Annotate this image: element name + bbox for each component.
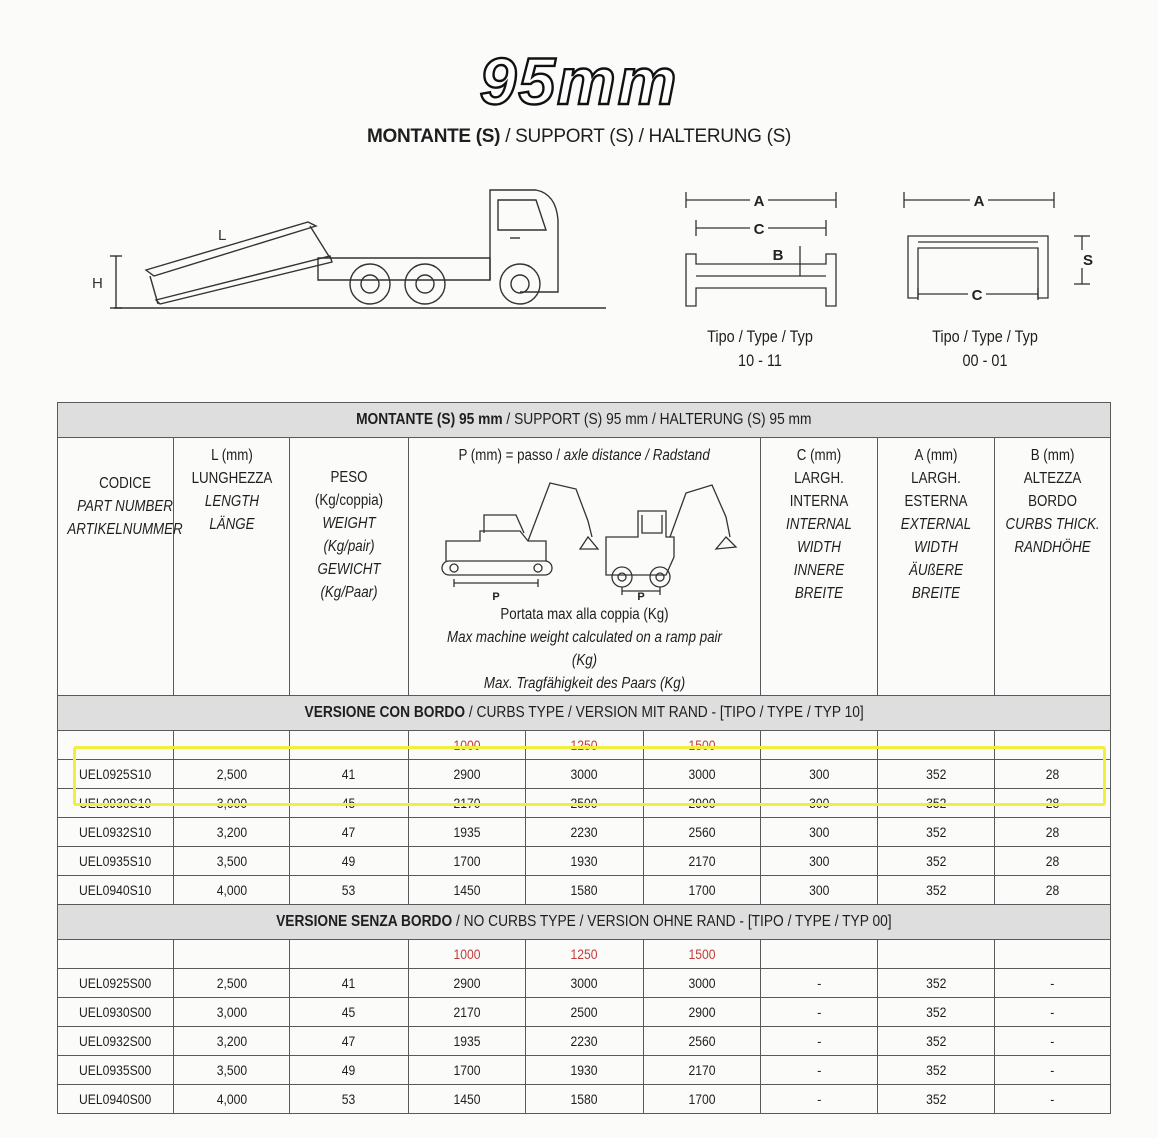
section-curbs-title — [58, 696, 1111, 731]
table-cell: 2500 — [526, 789, 644, 818]
table-cell: 2,500 — [174, 969, 290, 998]
table-cell: 1935 — [409, 1027, 526, 1056]
table-row — [58, 1085, 1111, 1114]
table-row — [58, 789, 1111, 818]
label-b: B — [772, 247, 784, 264]
table-cell: 1930 — [526, 1056, 644, 1085]
table-cell: 28 — [995, 789, 1111, 818]
table-cell: 3000 — [644, 760, 761, 789]
table-cell: 4,000 — [174, 876, 290, 905]
table-cell: 49 — [290, 847, 409, 876]
table-cell: 1700 — [409, 1056, 526, 1085]
table-cell: UEL0930S10 — [58, 789, 174, 818]
table-cell: 28 — [995, 847, 1111, 876]
label-l: L — [218, 227, 227, 244]
passo-value: 1000 — [409, 731, 526, 760]
table-cell: 352 — [878, 818, 995, 847]
col-weight-en: WEIGHT (Kg/pair) — [322, 515, 376, 555]
label-p-2: P — [636, 591, 645, 601]
table-cell: 2900 — [644, 789, 761, 818]
table-cell: - — [995, 1056, 1111, 1085]
col-code-de: ARTIKELNUMMER — [67, 521, 183, 538]
table-cell: 2560 — [644, 818, 761, 847]
table-row — [58, 847, 1111, 876]
table-cell: 4,000 — [174, 1085, 290, 1114]
table-cell: 300 — [761, 789, 878, 818]
table-cell: UEL0940S00 — [58, 1085, 174, 1114]
table-cell: - — [761, 1085, 878, 1114]
table-title-rest: / SUPPORT (S) 95 mm / HALTERUNG (S) 95 mm — [502, 411, 812, 428]
subtitle-bold: MONTANTE (S) — [366, 126, 501, 147]
table-cell: 2170 — [644, 1056, 761, 1085]
table-title — [58, 403, 1111, 438]
passo-value: 1500 — [644, 731, 761, 760]
col-external-de: ÄUßERE BREITE — [908, 562, 964, 602]
table-cell: 352 — [878, 1027, 995, 1056]
table-cell: UEL0925S10 — [58, 760, 174, 789]
col-axle-en-de: axle distance / Radstand — [564, 447, 711, 464]
col-axle-it: P (mm) = passo / — [458, 447, 565, 464]
table-cell: 3,200 — [174, 1027, 290, 1056]
col-weight-it: PESO (Kg/coppia) — [314, 469, 384, 509]
table-cell: 3,500 — [174, 847, 290, 876]
spec-table — [57, 402, 1111, 1114]
col-length — [174, 438, 290, 696]
table-cell: 352 — [878, 789, 995, 818]
section-curbs-bold: VERSIONE CON BORDO — [304, 704, 466, 721]
table-cell: 1700 — [644, 1085, 761, 1114]
table-cell: 1930 — [526, 847, 644, 876]
table-cell: 352 — [878, 1085, 995, 1114]
capacity-de: Max. Tragfähigkeit des Paars (Kg) — [483, 675, 686, 692]
capacity-it: Portata max alla coppia (Kg) — [500, 606, 669, 623]
col-length-de: LÄNGE — [208, 516, 255, 533]
subtitle-rest: / SUPPORT (S) / HALTERUNG (S) — [500, 126, 792, 147]
table-cell: 2900 — [409, 969, 526, 998]
label-s: S — [1082, 252, 1094, 269]
table-cell: 2560 — [644, 1027, 761, 1056]
col-internal-width — [761, 438, 878, 696]
section-nocurbs-passo-row — [58, 940, 1111, 969]
section-nocurbs-bold: VERSIONE SENZA BORDO — [276, 913, 453, 930]
table-cell: 300 — [761, 876, 878, 905]
col-curb-unit: B (mm) — [1030, 447, 1075, 464]
table-cell: 300 — [761, 818, 878, 847]
table-row — [58, 998, 1111, 1027]
col-internal-it: LARGH. INTERNA — [789, 470, 849, 510]
col-axle-capacity — [409, 438, 761, 696]
table-cell: UEL0940S10 — [58, 876, 174, 905]
table-row — [58, 969, 1111, 998]
section-curbs-passo-row — [58, 731, 1111, 760]
table-row — [58, 876, 1111, 905]
label-a: A — [753, 193, 765, 210]
passo-value: 1000 — [409, 940, 526, 969]
col-weight-de: GEWICHT (Kg/Paar) — [317, 561, 381, 601]
col-weight — [290, 438, 409, 696]
label-c-00: C — [971, 287, 983, 304]
table-cell: 28 — [995, 876, 1111, 905]
table-cell: 2170 — [409, 998, 526, 1027]
col-curb-en: CURBS THICK. — [1005, 516, 1100, 533]
table-cell: 2170 — [644, 847, 761, 876]
table-row — [58, 1027, 1111, 1056]
table-cell: - — [761, 1056, 878, 1085]
col-curb-it: ALTEZZA BORDO — [1023, 470, 1082, 510]
table-cell: - — [995, 969, 1111, 998]
col-external-en: EXTERNAL WIDTH — [900, 516, 972, 556]
table-cell: 3,500 — [174, 1056, 290, 1085]
table-cell: 1700 — [644, 876, 761, 905]
table-cell: 3,000 — [174, 789, 290, 818]
table-title-bold: MONTANTE (S) 95 mm — [356, 411, 503, 428]
section-curbs-rows — [58, 760, 1111, 905]
table-cell: 300 — [761, 847, 878, 876]
type-00-section-diagram — [902, 188, 1102, 308]
table-cell: UEL0925S00 — [58, 969, 174, 998]
table-cell: 3000 — [526, 969, 644, 998]
title-text: 95mm — [479, 46, 679, 116]
table-cell: 352 — [878, 847, 995, 876]
table-cell: 41 — [290, 760, 409, 789]
truck-ramp-diagram — [80, 180, 620, 320]
label-p-1: P — [491, 591, 500, 601]
title-logo — [429, 46, 729, 116]
table-cell: 2900 — [644, 998, 761, 1027]
table-cell: 2230 — [526, 1027, 644, 1056]
type-00-caption-label: Tipo / Type / Typ — [932, 327, 1038, 346]
table-cell: 47 — [290, 818, 409, 847]
table-cell: 352 — [878, 876, 995, 905]
col-curb-de: RANDHÖHE — [1014, 539, 1091, 556]
table-cell: 300 — [761, 760, 878, 789]
type-00-code: 00 - 01 — [962, 351, 1008, 370]
table-cell: 352 — [878, 998, 995, 1027]
page-title — [0, 46, 1158, 121]
table-cell: 47 — [290, 1027, 409, 1056]
section-nocurbs-rest: / NO CURBS TYPE / VERSION OHNE RAND - [TIPO / TYPE / TYP 00] — [452, 913, 892, 930]
table-cell: 352 — [878, 969, 995, 998]
col-internal-en: INTERNAL WIDTH — [786, 516, 852, 556]
col-code — [58, 438, 183, 696]
passo-value: 1250 — [526, 731, 644, 760]
table-cell: - — [761, 969, 878, 998]
col-length-en: LENGTH — [204, 493, 259, 510]
table-cell: 49 — [290, 1056, 409, 1085]
table-cell: 53 — [290, 876, 409, 905]
type-10-caption-label: Tipo / Type / Typ — [707, 327, 813, 346]
table-cell: - — [761, 1027, 878, 1056]
table-cell: 352 — [878, 1056, 995, 1085]
col-external-it: LARGH. ESTERNA — [904, 470, 968, 510]
type-10-section-diagram — [682, 188, 842, 308]
type-10-code: 10 - 11 — [738, 351, 782, 370]
table-cell: 2500 — [526, 998, 644, 1027]
label-a-00: A — [973, 193, 985, 210]
table-row — [58, 760, 1111, 789]
table-cell: 2900 — [409, 760, 526, 789]
header-area — [0, 0, 1158, 400]
table-cell: 53 — [290, 1085, 409, 1114]
table-cell: UEL0930S00 — [58, 998, 174, 1027]
passo-value: 1250 — [526, 940, 644, 969]
table-cell: 1935 — [409, 818, 526, 847]
col-internal-unit: C (mm) — [796, 447, 842, 464]
table-cell: - — [761, 998, 878, 1027]
table-cell: 2,500 — [174, 760, 290, 789]
section-nocurbs-rows — [58, 969, 1111, 1114]
table-cell: - — [995, 1027, 1111, 1056]
table-cell: UEL0932S00 — [58, 1027, 174, 1056]
table-cell: UEL0935S10 — [58, 847, 174, 876]
table-cell: 1700 — [409, 847, 526, 876]
table-cell: 41 — [290, 969, 409, 998]
excavator-diagram — [420, 471, 750, 601]
table-cell: UEL0932S10 — [58, 818, 174, 847]
page-subtitle — [0, 126, 1158, 148]
table-cell: 45 — [290, 998, 409, 1027]
table-cell: 1580 — [526, 1085, 644, 1114]
section-curbs-rest: / CURBS TYPE / VERSION MIT RAND - [TIPO / TYPE / TYP 10] — [465, 704, 864, 721]
table-cell: 3000 — [644, 969, 761, 998]
table-cell: 1450 — [409, 876, 526, 905]
table-cell: 28 — [995, 818, 1111, 847]
col-internal-de: INNERE BREITE — [793, 562, 845, 602]
table-cell: 3,200 — [174, 818, 290, 847]
table-cell: 2170 — [409, 789, 526, 818]
table-cell: UEL0935S00 — [58, 1056, 174, 1085]
section-nocurbs-title — [58, 905, 1111, 940]
col-length-unit: L (mm) — [210, 447, 253, 464]
table-cell: 3000 — [526, 760, 644, 789]
table-cell: 2230 — [526, 818, 644, 847]
col-code-it: CODICE — [99, 475, 151, 492]
label-h: H — [92, 275, 103, 292]
table-cell: - — [995, 1085, 1111, 1114]
type-00-caption — [917, 325, 1053, 373]
table-row — [58, 1056, 1111, 1085]
col-external-width — [878, 438, 995, 696]
type-10-caption — [692, 325, 828, 373]
table-row — [58, 818, 1111, 847]
table-cell: 1450 — [409, 1085, 526, 1114]
passo-value: 1500 — [644, 940, 761, 969]
col-code-en: PART NUMBER — [77, 498, 173, 515]
table-cell: 45 — [290, 789, 409, 818]
table-cell: 352 — [878, 760, 995, 789]
capacity-en: Max machine weight calculated on a ramp pair (Kg) — [447, 629, 722, 669]
table-cell: 3,000 — [174, 998, 290, 1027]
col-curb-height — [995, 438, 1111, 696]
label-c: C — [753, 221, 765, 238]
table-cell: - — [995, 998, 1111, 1027]
col-external-unit: A (mm) — [914, 447, 958, 464]
table-cell: 1580 — [526, 876, 644, 905]
table-cell: 28 — [995, 760, 1111, 789]
col-length-it: LUNGHEZZA — [191, 470, 272, 487]
